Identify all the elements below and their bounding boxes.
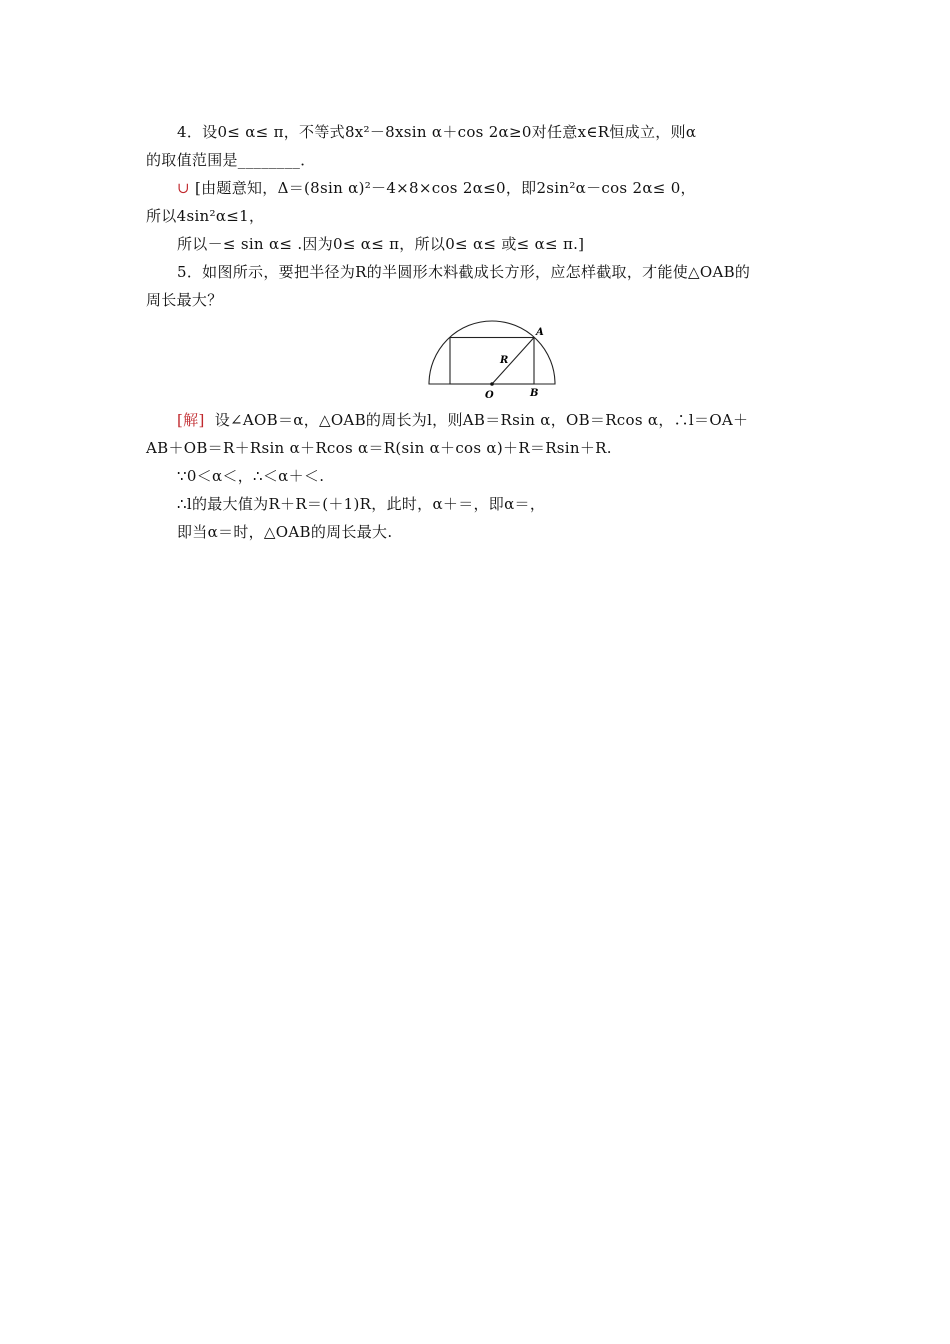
label-b: B bbox=[530, 388, 539, 399]
problem4-line1: 4．设0≤ α≤ π，不等式8x²－8xsin α＋cos 2α≥0对任意x∈R恒成立，则α bbox=[177, 123, 697, 141]
solution-tag: [解] bbox=[177, 411, 205, 429]
inscribed-rectangle bbox=[450, 338, 534, 385]
problem5-line1: 5．如图所示，要把半径为R的半圆形木料截成长方形，应怎样截取，才能使△OAB的 bbox=[177, 263, 751, 281]
answer-text: [由题意知，Δ＝(8sin α)²－4×8×cos 2α≤0，即2sin²α－cos 2α≤ 0， bbox=[189, 179, 696, 197]
problem4-answer-line2: 所以4sin²α≤1， bbox=[146, 207, 265, 225]
problem4-answer-line3: 所以－≤ sin α≤ .因为0≤ α≤ π，所以0≤ α≤ 或≤ α≤ π.] bbox=[177, 235, 585, 253]
problem4-line2: 的取值范围是________． bbox=[146, 151, 316, 169]
radius-oa bbox=[492, 338, 534, 385]
label-r: R bbox=[500, 355, 509, 366]
solution-line2: AB＋OB＝R＋Rsin α＋Rcos α＝R(sin α＋cos α)＋R＝Rsin＋R. bbox=[146, 439, 612, 457]
solution-line3: ∵0＜α＜，∴＜α＋＜. bbox=[177, 467, 325, 485]
problem5-line2: 周长最大？ bbox=[146, 291, 223, 309]
label-o: O bbox=[485, 390, 494, 401]
solution-text-1: 设∠AOB＝α，△OAB的周长为l，则AB＝Rsin α，OB＝Rcos α，∴l＝OA＋ bbox=[214, 411, 749, 429]
label-a: A bbox=[536, 327, 544, 338]
solution-line4: ∴l的最大值为R＋R＝(＋1)R，此时，α＋＝，即α＝， bbox=[177, 495, 546, 513]
solution-line1 bbox=[177, 409, 841, 431]
problem4-answer-line1 bbox=[177, 177, 841, 199]
answer-mark: ∪ bbox=[177, 179, 190, 197]
semicircle-rectangle-figure bbox=[426, 320, 558, 402]
solution-line5: 即当α＝时，△OAB的周长最大. bbox=[177, 523, 393, 541]
center-point-o bbox=[490, 382, 494, 386]
